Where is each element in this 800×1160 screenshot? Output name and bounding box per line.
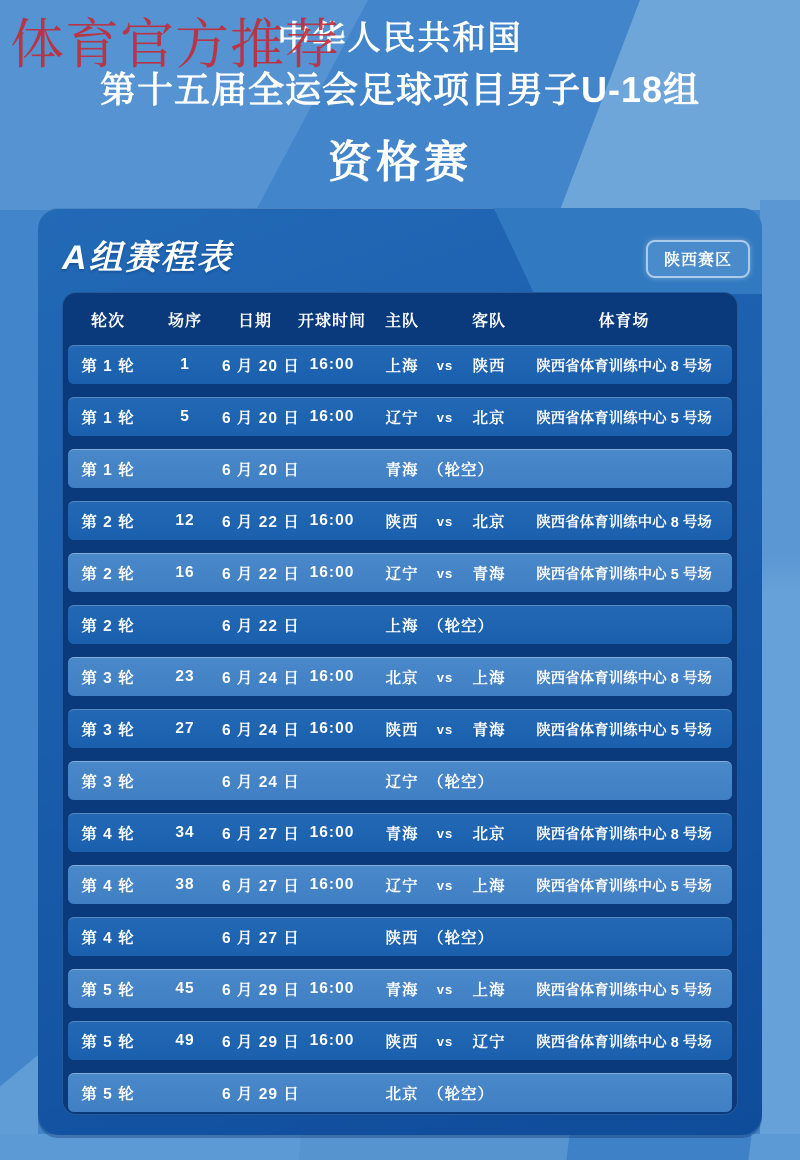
cell-vs-label: vs	[436, 825, 454, 841]
cell-vs-label: vs	[436, 669, 454, 685]
cell-home-team: 上海	[385, 618, 419, 635]
table-row	[68, 553, 732, 592]
cell-vs-label: vs	[436, 409, 454, 425]
cell-round: 第 1 轮	[81, 462, 135, 479]
cell-bye-label: （轮空）	[428, 930, 495, 947]
cell-matchno: 23	[175, 668, 195, 685]
cell-venue: 陕西省体育训练中心 8 号场	[536, 514, 712, 531]
cell-home-team: 陕西	[385, 1034, 419, 1051]
table-row	[68, 761, 732, 800]
cell-date: 6 月 20 日	[222, 462, 300, 479]
schedule-panel	[38, 208, 762, 1135]
cell-kickoff: 16:00	[309, 720, 355, 737]
cell-matchno: 45	[175, 980, 195, 997]
cell-away-team: 辽宁	[472, 1034, 506, 1051]
cell-matchno: 34	[175, 824, 195, 841]
cell-matchno: 27	[175, 720, 195, 737]
cell-date: 6 月 22 日	[222, 618, 300, 635]
table-row	[68, 865, 732, 904]
cell-home-team: 陕西	[385, 722, 419, 739]
cell-venue: 陕西省体育训练中心 5 号场	[536, 982, 712, 999]
cell-kickoff: 16:00	[309, 824, 355, 841]
table-row	[68, 969, 732, 1008]
cell-home-team: 辽宁	[385, 774, 419, 791]
cell-away-team: 北京	[472, 514, 506, 531]
group-schedule-heading: A组赛程表	[62, 239, 233, 277]
cell-bye-label: （轮空）	[428, 1086, 495, 1103]
cell-vs-label: vs	[436, 877, 454, 893]
cell-kickoff: 16:00	[309, 980, 355, 997]
table-row	[68, 1021, 732, 1060]
background-bottom-dark-band	[566, 1134, 751, 1160]
cell-round: 第 2 轮	[81, 618, 135, 635]
table-row	[68, 449, 732, 488]
background-bottom-strip	[0, 1134, 800, 1160]
table-row	[68, 501, 732, 540]
cell-vs-label: vs	[436, 357, 454, 373]
cell-bye-label: （轮空）	[428, 774, 495, 791]
cell-venue: 陕西省体育训练中心 8 号场	[536, 1034, 712, 1051]
cell-matchno: 38	[175, 876, 195, 893]
cell-home-team: 北京	[385, 670, 419, 687]
cell-round: 第 3 轮	[81, 670, 135, 687]
col-header-away: 客队	[471, 312, 506, 330]
cell-home-team: 辽宁	[385, 410, 419, 427]
table-row	[68, 345, 732, 384]
cell-venue: 陕西省体育训练中心 5 号场	[536, 566, 712, 583]
col-header-venue: 体育场	[598, 312, 650, 330]
table-body	[68, 345, 732, 1112]
cell-kickoff: 16:00	[309, 408, 355, 425]
cell-venue: 陕西省体育训练中心 8 号场	[536, 358, 712, 375]
title-country: 中华人民共和国	[277, 19, 523, 56]
background-bottom-mid-band	[299, 1134, 570, 1160]
watermark-text: 体育官方推荐	[10, 15, 340, 75]
table-row	[68, 813, 732, 852]
cell-vs-label: vs	[436, 513, 454, 529]
cell-round: 第 4 轮	[81, 930, 135, 947]
cell-date: 6 月 20 日	[222, 358, 300, 375]
cell-home-team: 青海	[385, 982, 419, 999]
cell-home-team: 上海	[385, 358, 419, 375]
cell-date: 6 月 24 日	[222, 722, 300, 739]
cell-round: 第 3 轮	[81, 774, 135, 791]
cell-round: 第 5 轮	[81, 1034, 135, 1051]
table-header-row	[68, 293, 732, 345]
cell-kickoff: 16:00	[309, 564, 355, 581]
cell-kickoff: 16:00	[309, 1032, 355, 1049]
cell-matchno: 12	[175, 512, 195, 529]
cell-bye-label: （轮空）	[428, 462, 495, 479]
col-header-home: 主队	[384, 312, 419, 330]
cell-home-team: 北京	[385, 1086, 419, 1103]
table-row	[68, 397, 732, 436]
cell-round: 第 1 轮	[81, 358, 135, 375]
cell-kickoff: 16:00	[309, 668, 355, 685]
table-row	[68, 1073, 732, 1112]
cell-date: 6 月 22 日	[222, 566, 300, 583]
cell-vs-label: vs	[436, 565, 454, 581]
col-header-kickoff: 开球时间	[297, 312, 366, 330]
col-header-matchno: 场序	[167, 312, 202, 330]
cell-date: 6 月 24 日	[222, 774, 300, 791]
cell-date: 6 月 29 日	[222, 1034, 300, 1051]
schedule-table	[62, 292, 738, 1115]
cell-vs-label: vs	[436, 1033, 454, 1049]
cell-venue: 陕西省体育训练中心 8 号场	[536, 670, 712, 687]
cell-round: 第 5 轮	[81, 982, 135, 999]
title-stage: 资格赛	[328, 138, 472, 187]
cell-kickoff: 16:00	[309, 876, 355, 893]
cell-venue: 陕西省体育训练中心 5 号场	[536, 410, 712, 427]
cell-away-team: 青海	[472, 566, 506, 583]
table-row	[68, 917, 732, 956]
cell-away-team: 上海	[472, 982, 506, 999]
cell-vs-label: vs	[436, 981, 454, 997]
cell-matchno: 5	[180, 408, 190, 425]
cell-date: 6 月 27 日	[222, 826, 300, 843]
cell-round: 第 4 轮	[81, 878, 135, 895]
cell-round: 第 2 轮	[81, 514, 135, 531]
cell-bye-label: （轮空）	[428, 618, 495, 635]
cell-venue: 陕西省体育训练中心 5 号场	[536, 878, 712, 895]
cell-away-team: 上海	[472, 670, 506, 687]
cell-round: 第 3 轮	[81, 722, 135, 739]
col-header-date: 日期	[237, 312, 272, 330]
cell-home-team: 陕西	[385, 514, 419, 531]
cell-kickoff: 16:00	[309, 356, 355, 373]
cell-venue: 陕西省体育训练中心 8 号场	[536, 826, 712, 843]
cell-home-team: 青海	[385, 462, 419, 479]
cell-away-team: 青海	[472, 722, 506, 739]
cell-home-team: 辽宁	[385, 878, 419, 895]
cell-away-team: 北京	[472, 410, 506, 427]
cell-date: 6 月 29 日	[222, 982, 300, 999]
cell-date: 6 月 20 日	[222, 410, 300, 427]
cell-home-team: 青海	[385, 826, 419, 843]
cell-date: 6 月 24 日	[222, 670, 300, 687]
cell-kickoff: 16:00	[309, 512, 355, 529]
cell-round: 第 5 轮	[81, 1086, 135, 1103]
table-row	[68, 605, 732, 644]
background-slab-right-edge	[760, 200, 800, 1135]
cell-date: 6 月 27 日	[222, 878, 300, 895]
cell-matchno: 49	[175, 1032, 195, 1049]
cell-date: 6 月 29 日	[222, 1086, 300, 1103]
cell-home-team: 辽宁	[385, 566, 419, 583]
title-event: 第十五届全运会足球项目男子U-18组	[99, 69, 701, 110]
cell-round: 第 2 轮	[81, 566, 135, 583]
cell-away-team: 陕西	[472, 358, 506, 375]
cell-date: 6 月 22 日	[222, 514, 300, 531]
cell-venue: 陕西省体育训练中心 5 号场	[536, 722, 712, 739]
zone-badge: 陕西赛区	[646, 240, 750, 278]
cell-home-team: 陕西	[385, 930, 419, 947]
col-header-round: 轮次	[90, 312, 125, 330]
cell-matchno: 16	[175, 564, 195, 581]
table-row	[68, 657, 732, 696]
cell-away-team: 北京	[472, 826, 506, 843]
cell-round: 第 1 轮	[81, 410, 135, 427]
cell-matchno: 1	[180, 356, 190, 373]
cell-vs-label: vs	[436, 721, 454, 737]
cell-date: 6 月 27 日	[222, 930, 300, 947]
table-row	[68, 709, 732, 748]
cell-round: 第 4 轮	[81, 826, 135, 843]
cell-away-team: 上海	[472, 878, 506, 895]
